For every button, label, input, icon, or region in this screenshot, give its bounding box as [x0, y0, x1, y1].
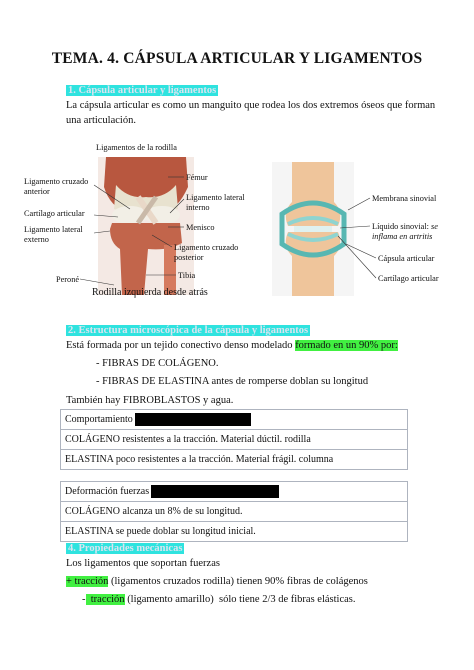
- label-synovial-fluid-line1: Líquido sinovial: se: [372, 222, 438, 231]
- label-joint-cartilage: Cartílago articular: [378, 274, 439, 283]
- label-femur: Fémur: [186, 173, 208, 182]
- label-capsule: Cápsula articular: [378, 254, 435, 263]
- label-lli-line2: interno: [186, 203, 210, 212]
- joint-figure: [270, 160, 470, 300]
- table-row: [61, 502, 408, 522]
- label-synovial-membrane: Membrana sinovial: [372, 194, 437, 203]
- table-row: [61, 482, 408, 502]
- section-4-heading: 4. Propiedades mecánicas: [68, 543, 183, 554]
- section-4-line2: + tracción (ligamentos cruzados rodilla) tienen 90% fibras de colágenos: [66, 576, 368, 587]
- table-header-cell: Deformación fuerzas: [61, 482, 408, 502]
- section-2-item-collagen: - FIBRAS DE COLÁGENO.: [96, 358, 219, 369]
- table-header-cell: Comportamiento: [61, 410, 408, 430]
- label-lli-line1: Ligamento lateral: [186, 193, 245, 202]
- table-cell: COLÁGENO resistentes a la tracción. Material dúctil. rodilla: [61, 430, 408, 450]
- label-lle-line2: externo: [24, 235, 49, 244]
- section-4-line1: Los ligamentos que soportan fuerzas: [66, 558, 220, 569]
- joint-leader-lines: [270, 160, 470, 300]
- label-lcp-line2: posterior: [174, 253, 204, 262]
- section-2-also: También hay FIBROBLASTOS y agua.: [66, 395, 234, 406]
- section-1-paragraph: La cápsula articular es como un manguito que rodea los dos extremos óseos que forman una articulación.: [66, 100, 436, 126]
- knee-figure-caption: Rodilla izquierda desde atrás: [92, 287, 208, 298]
- label-lcp-line1: Ligamento cruzado: [174, 243, 239, 252]
- table-row: [61, 410, 408, 430]
- table-cell: ELASTINA se puede doblar su longitud inicial.: [61, 522, 408, 542]
- label-lle-line1: Ligamento lateral: [24, 225, 83, 234]
- table-cell: COLÁGENO alcanza un 8% de su longitud.: [61, 502, 408, 522]
- knee-figure: [18, 135, 268, 315]
- knee-figure-header: Ligamentos de la rodilla: [96, 143, 177, 152]
- label-perone: Peroné: [56, 275, 80, 284]
- table-row: [61, 430, 408, 450]
- section-1-heading: 1. Cápsula articular y ligamentos: [68, 85, 217, 96]
- label-cartilage: Cartílago articular: [24, 209, 85, 218]
- label-lca-line2: anterior: [24, 187, 50, 196]
- page-title: TEMA. 4. CÁPSULA ARTICULAR Y LIGAMENTOS: [51, 50, 423, 67]
- redaction-bar: [135, 413, 251, 426]
- label-lca-line1: Ligamento cruzado: [24, 177, 89, 186]
- section-2-heading: 2. Estructura microscópica de la cápsula y ligamentos: [68, 325, 309, 336]
- redaction-bar: [151, 485, 279, 498]
- behaviour-table: [60, 409, 408, 470]
- table-cell: ELASTINA poco resistentes a la tracción. Material frágil. columna: [61, 450, 408, 470]
- label-synovial-fluid-line2: inflama en artritis: [372, 232, 433, 241]
- section-2-intro: Está formada por un tejido conectivo denso modelado formado en un 90% por:: [66, 340, 398, 351]
- section-2-item-elastin: - FIBRAS DE ELASTINA antes de romperse doblan su longitud: [96, 376, 369, 387]
- section-4-line3: - tracción (ligamento amarillo) sólo tiene 2/3 de fibras elásticas.: [82, 594, 356, 605]
- deformation-table: [60, 481, 408, 542]
- label-meniscus: Menisco: [186, 223, 215, 232]
- label-tibia: Tibia: [178, 271, 196, 280]
- table-row: [61, 450, 408, 470]
